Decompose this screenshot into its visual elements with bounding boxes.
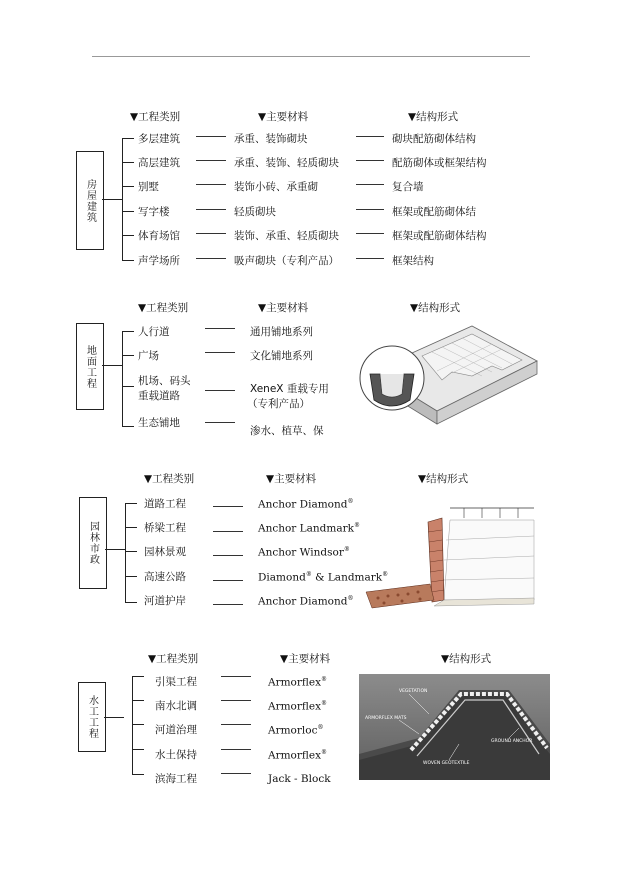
row-type: 别墅: [138, 181, 159, 193]
row-material: XeneX 重载专用: [250, 383, 329, 395]
row-type-line2: 重载道路: [138, 390, 180, 402]
label-ground-anchor: GROUND ANCHOR: [491, 739, 533, 744]
row-type: 河道护岸: [144, 595, 186, 607]
header-type: ▼工程类别: [144, 473, 195, 485]
label-armorflex-mats: ARMORFLEX MATS: [365, 716, 407, 721]
category-box: 园林市政: [79, 497, 107, 589]
header-material: ▼主要材料: [258, 111, 309, 123]
row-type: 广场: [138, 350, 159, 362]
row-structure: 复合墙: [392, 181, 424, 193]
paving-diagram: [352, 316, 542, 426]
row-material: Anchor Landmark®: [258, 522, 360, 535]
row-type: 道路工程: [144, 498, 186, 510]
row-type: 河道治理: [155, 724, 197, 736]
label-woven-geotextile: WOVEN GEOTEXTILE: [423, 761, 470, 766]
header-type: ▼工程类别: [148, 653, 199, 665]
header-structure: ▼结构形式: [441, 653, 492, 665]
header-material: ▼主要材料: [258, 302, 309, 314]
label-vegetation: VEGETATION: [399, 689, 428, 694]
row-structure: 框架或配筋砌体结构: [392, 230, 487, 242]
row-material: 装饰小砖、承重砌: [234, 181, 318, 193]
row-structure: 框架结构: [392, 255, 434, 267]
row-type: 水土保持: [155, 749, 197, 761]
row-material: 轻质砌块: [234, 206, 276, 218]
row-material: Diamond® & Landmark®: [258, 571, 389, 584]
row-type: 人行道: [138, 326, 170, 338]
row-type: 写字楼: [138, 206, 170, 218]
row-material: 渗水、植草、保: [250, 425, 324, 437]
row-material: 承重、装饰砌块: [234, 133, 308, 145]
header-material: ▼主要材料: [266, 473, 317, 485]
top-rule: [92, 56, 530, 57]
row-structure: 砌块配筋砌体结构: [392, 133, 476, 145]
header-material: ▼主要材料: [280, 653, 331, 665]
row-material: Anchor Diamond®: [258, 498, 354, 511]
row-material: Armorflex®: [268, 700, 328, 713]
row-type: 多层建筑: [138, 133, 180, 145]
row-type: 体育场馆: [138, 230, 180, 242]
header-type: ▼工程类别: [130, 111, 181, 123]
row-material: Armorloc®: [268, 724, 324, 737]
row-material: Anchor Diamond®: [258, 595, 354, 608]
row-material: 通用铺地系列: [250, 326, 313, 338]
row-material: Armorflex®: [268, 676, 328, 689]
row-material: Jack - Block: [268, 773, 331, 785]
bracket-line: [122, 138, 123, 260]
row-type: 高层建筑: [138, 157, 180, 169]
armorflex-photo: [359, 674, 550, 780]
retaining-wall-diagram: [364, 500, 540, 612]
row-material: Anchor Windsor®: [258, 546, 350, 559]
row-type: 机场、码头: [138, 375, 191, 387]
header-structure: ▼结构形式: [408, 111, 459, 123]
bracket-line: [122, 331, 123, 426]
row-type: 声学场所: [138, 255, 180, 267]
row-type: 生态铺地: [138, 417, 180, 429]
header-type: ▼工程类别: [138, 302, 189, 314]
row-material: 文化铺地系列: [250, 350, 313, 362]
row-type: 高速公路: [144, 571, 186, 583]
row-type: 南水北调: [155, 700, 197, 712]
row-material: Armorflex®: [268, 749, 328, 762]
row-material: 装饰、承重、轻质砌块: [234, 230, 339, 242]
category-box: 地面工程: [76, 323, 104, 410]
row-structure: 配筋砌体或框架结构: [392, 157, 487, 169]
row-type: 园林景观: [144, 546, 186, 558]
row-material-line2: （专利产品）: [247, 398, 310, 410]
category-box: 房屋建筑: [76, 151, 104, 250]
row-structure: 框架或配筋砌体结: [392, 206, 476, 218]
row-material: 承重、装饰、轻质砌块: [234, 157, 339, 169]
bracket-line: [125, 503, 126, 602]
category-box: 水工工程: [78, 682, 106, 752]
row-type: 桥梁工程: [144, 522, 186, 534]
row-material: 吸声砌块（专利产品）: [234, 255, 339, 267]
header-structure: ▼结构形式: [410, 302, 461, 314]
row-type: 滨海工程: [155, 773, 197, 785]
header-structure: ▼结构形式: [418, 473, 469, 485]
row-type: 引渠工程: [155, 676, 197, 688]
connector: [102, 199, 122, 200]
bracket-line: [132, 676, 133, 774]
